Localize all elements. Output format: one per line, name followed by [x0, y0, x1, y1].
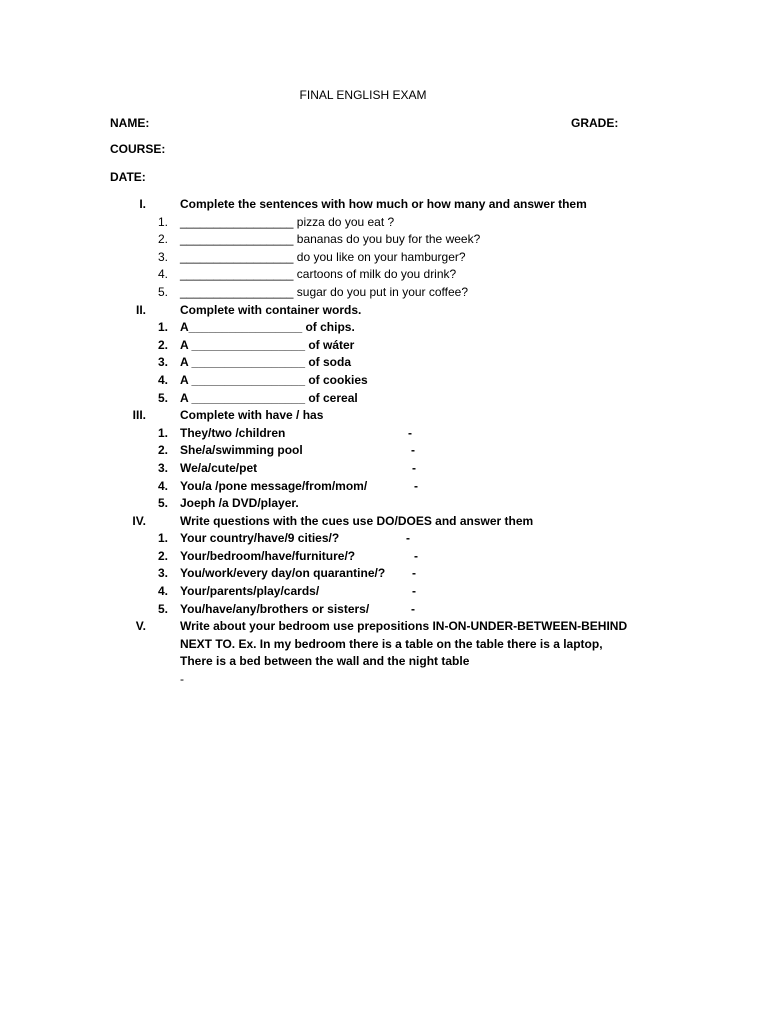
- answer-dash: -: [414, 478, 418, 493]
- item-number: 1.: [157, 214, 168, 229]
- exercise-item: [0, 530, 768, 548]
- answer-dash: -: [411, 601, 415, 616]
- item-text: You/a /pone message/from/mom/: [180, 478, 368, 493]
- exercise-item: [0, 495, 768, 513]
- section-instruction-line: There is a bed between the wall and the night table: [180, 654, 470, 669]
- section-number: V.: [135, 619, 146, 634]
- section-number: II.: [135, 302, 146, 317]
- item-text: _________________ sugar do you put in your coffee?: [180, 284, 469, 299]
- item-text: Your/parents/play/cards/: [180, 584, 320, 599]
- section-number: III.: [132, 408, 146, 423]
- grade-label: GRADE:: [571, 116, 619, 130]
- answer-dash: -: [412, 460, 416, 475]
- exercise-item: [0, 478, 768, 496]
- item-text: Your country/have/9 cities/?: [180, 531, 340, 546]
- exam-sections: [0, 196, 768, 689]
- item-text: _________________ pizza do you eat ?: [180, 214, 395, 229]
- exercise-item: [0, 354, 768, 372]
- section-instruction: Complete the sentences with how much or how many and answer them: [180, 197, 587, 211]
- answer-line: [0, 671, 768, 689]
- item-text: A_________________ of chips.: [180, 320, 355, 335]
- item-text: She/a/swimming pool: [180, 443, 303, 458]
- item-number: 3.: [157, 355, 168, 370]
- item-number: 3.: [157, 460, 168, 475]
- answer-dash: -: [412, 566, 416, 581]
- item-text: You/work/every day/on quarantine/?: [180, 566, 386, 581]
- section-heading: [0, 196, 768, 214]
- item-number: 2.: [157, 337, 168, 352]
- item-number: 5.: [157, 284, 168, 299]
- exercise-item: [0, 372, 768, 390]
- exercise-item: [0, 284, 768, 302]
- section-heading: [0, 513, 768, 531]
- item-text: Joeph /a DVD/player.: [180, 496, 299, 511]
- exam-title: FINAL ENGLISH EXAM: [299, 88, 427, 102]
- item-text: We/a/cute/pet: [180, 460, 258, 475]
- course-label: COURSE:: [110, 142, 166, 156]
- item-number: 1.: [157, 320, 168, 335]
- section-instruction: Write questions with the cues use DO/DOES and answer them: [180, 513, 534, 528]
- exercise-item: [0, 460, 768, 478]
- exercise-item: [0, 319, 768, 337]
- exercise-item: [0, 214, 768, 232]
- item-number: 4.: [157, 584, 168, 599]
- item-text: A _________________ of wáter: [180, 337, 355, 352]
- item-text: _________________ bananas do you buy for the week?: [180, 232, 481, 247]
- item-number: 5.: [157, 601, 168, 616]
- section-instruction-line: Write about your bedroom use prepositions IN-ON-UNDER-BETWEEN-BEHIND: [180, 619, 628, 634]
- name-label: NAME:: [110, 116, 150, 130]
- exercise-item: [0, 583, 768, 601]
- section-heading: [0, 302, 768, 320]
- exercise-item: [0, 249, 768, 267]
- item-number: 4.: [157, 478, 168, 493]
- instruction-continuation: [0, 653, 768, 671]
- exercise-item: [0, 337, 768, 355]
- item-number: 4.: [157, 372, 168, 387]
- item-number: 1.: [157, 531, 168, 546]
- exercise-item: [0, 565, 768, 583]
- exercise-item: [0, 266, 768, 284]
- item-number: 2.: [157, 232, 168, 247]
- section-instruction: Complete with have / has: [180, 408, 324, 423]
- section-instruction: Complete with container words.: [180, 302, 362, 317]
- item-text: A _________________ of cereal: [180, 390, 358, 405]
- answer-dash: -: [411, 443, 415, 458]
- answer-dash: -: [414, 548, 418, 563]
- section-heading: [0, 618, 768, 636]
- item-number: 5.: [157, 496, 168, 511]
- item-number: 2.: [157, 443, 168, 458]
- item-number: 2.: [157, 548, 168, 563]
- answer-dash: -: [412, 584, 416, 599]
- item-text: You/have/any/brothers or sisters/: [180, 601, 370, 616]
- item-number: 4.: [157, 267, 168, 282]
- section-heading: [0, 407, 768, 425]
- item-text: A _________________ of soda: [180, 355, 352, 370]
- item-text: A _________________ of cookies: [180, 372, 368, 387]
- exercise-item: [0, 425, 768, 443]
- item-number: 1.: [157, 425, 168, 440]
- section-instruction-line: NEXT TO. Ex. In my bedroom there is a table on the table there is a laptop,: [180, 636, 603, 651]
- item-number: 3.: [157, 566, 168, 581]
- instruction-continuation: [0, 636, 768, 654]
- item-text: _________________ do you like on your hamburger?: [180, 249, 466, 264]
- item-text: They/two /children: [180, 425, 286, 440]
- item-number: 5.: [157, 390, 168, 405]
- section-number: IV.: [132, 513, 146, 528]
- answer-dash: -: [406, 531, 410, 546]
- item-text: _________________ cartoons of milk do you drink?: [180, 267, 457, 282]
- exercise-item: [0, 442, 768, 460]
- exercise-item: [0, 231, 768, 249]
- answer-dash: -: [408, 425, 412, 440]
- exercise-item: [0, 390, 768, 408]
- item-text: Your/bedroom/have/furniture/?: [180, 548, 356, 563]
- answer-dash: -: [180, 672, 184, 687]
- item-number: 3.: [157, 249, 168, 264]
- date-label: DATE:: [110, 170, 146, 184]
- section-number: I.: [139, 197, 146, 211]
- exercise-item: [0, 548, 768, 566]
- exercise-item: [0, 601, 768, 619]
